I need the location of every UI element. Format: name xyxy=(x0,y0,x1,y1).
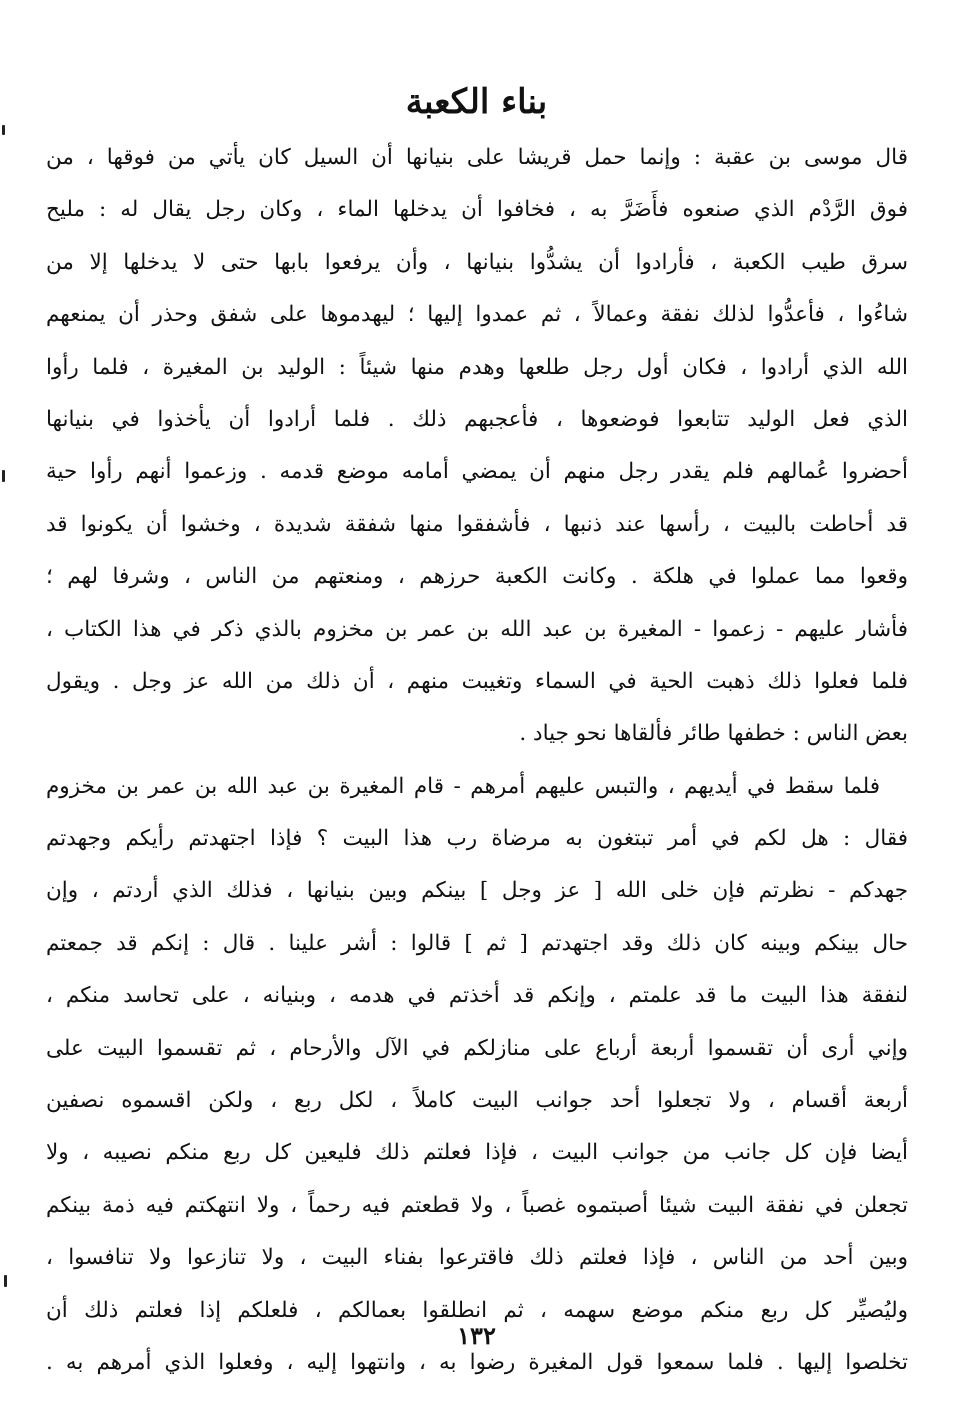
text-line: وإني أرى أن تقسموا أربعة أرباع على منازلكم في الآل والأرحام ، ثم تقسموا البيت على xyxy=(46,1035,908,1061)
text-line: وليُصيِّر كل ربع منكم موضع سهمه ، ثم انطلقوا بعمالكم ، فلعلكم إذا فعلتم ذلك أن xyxy=(46,1297,908,1323)
text-line: وقعوا مما عملوا في هلكة . وكانت الكعبة حرزهم ، ومنعتهم من الناس ، وشرفا لهم ؛ xyxy=(46,564,908,590)
text-line: أيضا فإن كل جانب من جوانب البيت ، فإذا فعلتم ذلك فليعين كل ربع منكم نصيبه ، ولا xyxy=(46,1140,908,1166)
text-line: تخلصوا إليها . فلما سمعوا قول المغيرة رضوا به ، وانتهوا إليه ، وفعلوا الذي أمرهم به . xyxy=(46,1349,908,1375)
text-line: أربعة أقسام ، ولا تجعلوا أحد جوانب البيت كاملاً ، لكل ربع ، ولكن اقسموه نصفين xyxy=(46,1088,908,1114)
scan-artifact-mark xyxy=(4,1275,7,1287)
text-line: قال موسى بن عقبة : وإنما حمل قريشا على بنيانها أن السيل كان يأتي من فوقها ، من xyxy=(46,145,908,170)
text-line: قد أحاطت بالبيت ، رأسها عند ذنبها ، فأشفقوا منها شفقة شديدة ، وخشوا أن يكونوا قد xyxy=(46,511,908,537)
text-line: تجعلن في نفقة البيت شيئا أصبتموه غصباً ، ولا قطعتم فيه رحماً ، ولا انتهكتم فيه ذمة بينكم xyxy=(46,1192,908,1218)
text-line: شاءُوا ، فأعدُّوا لذلك نفقة وعمالاً ، ثم عمدوا إليها ؛ ليهدموها على شفق وحذر أن يمنعهم xyxy=(46,302,908,328)
text-line: بعض الناس : خطفها طائر فألقاها نحو جياد . xyxy=(519,721,908,747)
text-line: فأشار عليهم - زعموا - المغيرة بن عبد الله بن عمر بن مخزوم بالذي ذكر في هذا الكتاب ، xyxy=(46,616,908,642)
chapter-title: بناء الكعبة xyxy=(405,82,548,122)
text-line: سرق طيب الكعبة ، فأرادوا أن يشدُّوا بنيانها ، وأن يرفعوا بابها حتى لا يدخلها إلا من xyxy=(46,249,908,275)
text-line: وبين أحد من الناس ، فإذا فعلتم ذلك فاقترعوا بفناء البيت ، ولا تنازعوا ولا تنافسوا ، xyxy=(46,1245,908,1271)
text-line: فقال : هل لكم في أمر تبتغون به مرضاة رب هذا البيت ؟ فإذا اجتهدتم رأيكم وجهدتم xyxy=(46,826,908,852)
text-line: حال بينكم وبينه كان ذلك وقد اجتهدتم [ ثم ] قالوا : أشر علينا . قال : إنكم قد جمعتم xyxy=(46,930,908,956)
text-line: فلما فعلوا ذلك ذهبت الحية في السماء وتغيبت منهم ، أن ذلك من الله عز وجل . ويقول xyxy=(46,668,908,694)
text-line: جهدكم - نظرتم فإن خلى الله [ عز وجل ] بينكم وبين بنيانها ، فذلك الذي أردتم ، وإن xyxy=(46,878,908,904)
text-line: فلما سقط في أيديهم ، والتبس عليهم أمرهم - قام المغيرة بن عبد الله بن عمر بن مخزوم xyxy=(46,773,880,799)
text-line: الذي فعل الوليد تتابعوا فوضعوها ، فأعجبهم ذلك . فلما أرادوا أن يأخذوا في بنيانها xyxy=(46,406,908,432)
scan-artifact-mark xyxy=(2,470,5,482)
text-line: أحضروا عُمالهم فلم يقدر رجل منهم أن يمضي أمامه موضع قدمه . وزعموا أنهم رأوا حية xyxy=(46,459,908,485)
scan-artifact-mark xyxy=(2,125,5,135)
text-line: لنفقة هذا البيت ما قد علمتم ، وإنكم قد أخذتم في هدمه ، وبنيانه ، على تحاسد منكم ، xyxy=(46,983,908,1009)
text-line: فوق الرَّدْم الذي صنعوه فأَضَرَّ به ، فخافوا أن يدخلها الماء ، وكان رجل يقال له : مليح xyxy=(46,197,908,223)
text-line: الله الذي أرادوا ، فكان أول رجل طلعها وهدم منها شيئاً : الوليد بن المغيرة ، فلما رأوا xyxy=(46,354,908,380)
body-text xyxy=(46,132,908,1389)
page-number: ١٣٢ xyxy=(457,1321,496,1350)
